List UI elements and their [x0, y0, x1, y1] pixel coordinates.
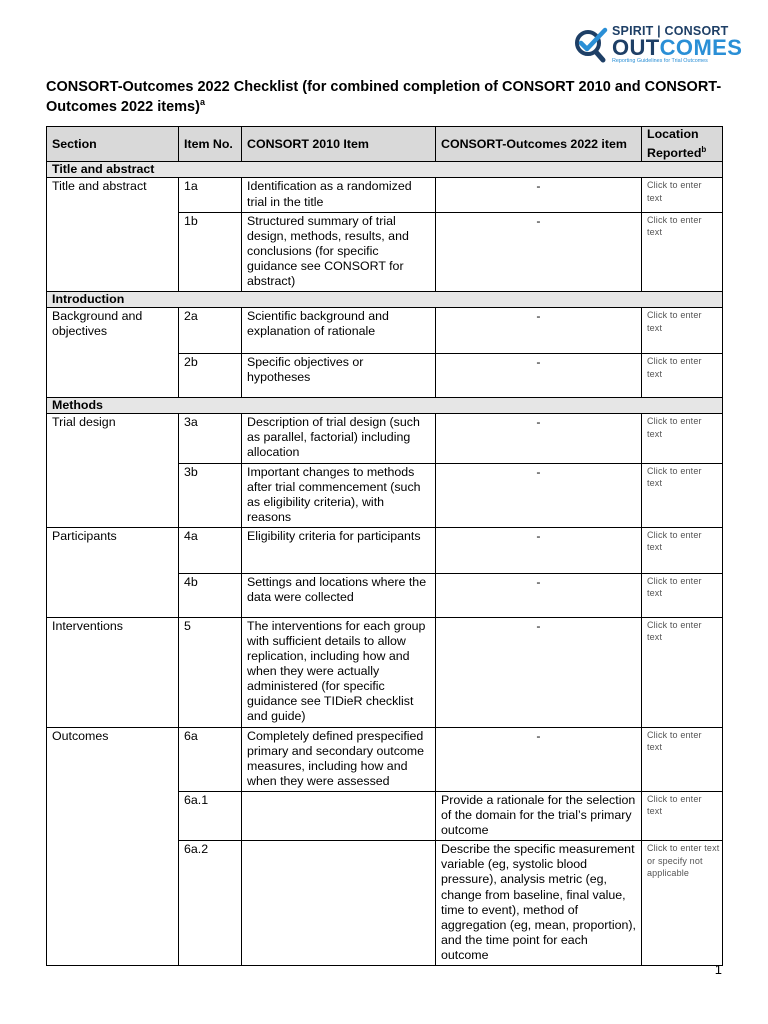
- logo-tagline: Reporting Guidelines for Trial Outcomes: [612, 58, 708, 64]
- item-number-cell: 1b: [179, 212, 242, 291]
- consort-2010-item-cell: [242, 841, 436, 966]
- section-header-label: Title and abstract: [47, 162, 723, 178]
- consort-outcomes-2022-item-cell: -: [436, 354, 642, 398]
- item-number-cell: 1a: [179, 178, 242, 212]
- consort-outcomes-2022-item-cell: -: [436, 617, 642, 727]
- item-number-cell: 3a: [179, 414, 242, 463]
- section-cell: Title and abstract: [47, 178, 179, 292]
- item-number-cell: 3b: [179, 463, 242, 527]
- location-placeholder-field[interactable]: Click to enter text: [647, 310, 702, 333]
- location-placeholder-field[interactable]: Click to enter text: [647, 465, 702, 489]
- logo-main-text: OUTCOMES: [612, 35, 743, 60]
- table-row: [47, 727, 723, 791]
- location-placeholder-field[interactable]: Click to enter text: [647, 180, 702, 203]
- section-header-row: [47, 162, 723, 178]
- location-placeholder-field[interactable]: Click to enter text: [647, 619, 702, 643]
- consort-outcomes-2022-item-cell: -: [436, 212, 642, 291]
- table-row: [47, 178, 723, 212]
- location-reported-cell[interactable]: [642, 354, 723, 398]
- spirit-consort-outcomes-logo: [572, 24, 743, 68]
- consort-outcomes-2022-item-cell: Provide a rationale for the selection of the domain for the trial’s primary outcome: [436, 791, 642, 840]
- table-row: [47, 617, 723, 727]
- location-placeholder-field[interactable]: Click to enter text: [647, 356, 702, 379]
- consort-outcomes-2022-item-cell: Describe the specific measurement variable (eg, systolic blood pressure), analysis metric (eg, change from baseline, final value, time to event), method of aggregation (eg, mean, proportion), and the time point for each outcome: [436, 841, 642, 966]
- table-header-row: [47, 127, 723, 162]
- table-row: [47, 527, 723, 573]
- table-row: [47, 308, 723, 354]
- table-row: [47, 414, 723, 463]
- location-reported-cell[interactable]: [642, 308, 723, 354]
- section-cell: Participants: [47, 527, 179, 617]
- consort-outcomes-2022-item-cell: -: [436, 178, 642, 212]
- location-placeholder-field[interactable]: Click to enter text: [647, 529, 702, 553]
- item-number-cell: 2b: [179, 354, 242, 398]
- location-reported-cell[interactable]: [642, 791, 723, 840]
- item-number-cell: 6a: [179, 727, 242, 791]
- consort-outcomes-2022-item-cell: -: [436, 573, 642, 617]
- page-title: CONSORT-Outcomes 2022 Checklist (for combined completion of CONSORT 2010 and CONSORT-Outcomes 2022 items)$^a$: [46, 79, 722, 115]
- section-cell: Interventions: [47, 617, 179, 727]
- location-reported-cell[interactable]: [642, 617, 723, 727]
- page-number: 1: [714, 962, 722, 977]
- location-reported-cell[interactable]: [642, 727, 723, 791]
- section-cell: Background and objectives: [47, 308, 179, 398]
- consort-outcomes-2022-item-cell: -: [436, 308, 642, 354]
- consort-2010-item-cell: Eligibility criteria for participants: [242, 527, 436, 573]
- item-number-cell: 5: [179, 617, 242, 727]
- consort-outcomes-2022-item-cell: -: [436, 727, 642, 791]
- consort-2010-item-cell: Identification as a randomized trial in the title: [242, 178, 436, 212]
- item-number-cell: 6a.1: [179, 791, 242, 840]
- consort-2010-item-cell: Scientific background and explanation of rationale: [242, 308, 436, 354]
- location-reported-cell[interactable]: [642, 573, 723, 617]
- item-number-cell: 4b: [179, 573, 242, 617]
- location-reported-cell[interactable]: [642, 527, 723, 573]
- consort-outcomes-2022-item-cell: -: [436, 463, 642, 527]
- location-placeholder-field[interactable]: Click to enter text: [647, 793, 702, 817]
- location-placeholder-field[interactable]: Click to enter text or specify not applicable: [647, 843, 720, 879]
- consort-2010-item-cell: [242, 791, 436, 840]
- consort-2010-item-cell: Important changes to methods after trial commencement (such as eligibility criteria), with reasons: [242, 463, 436, 527]
- consort-outcomes-2022-item-cell: -: [436, 414, 642, 463]
- header-item-no: Item No.: [179, 127, 242, 162]
- item-number-cell: 6a.2: [179, 841, 242, 966]
- location-reported-cell[interactable]: [642, 841, 723, 966]
- location-reported-cell[interactable]: [642, 414, 723, 463]
- section-cell: Outcomes: [47, 727, 179, 965]
- section-cell: Trial design: [47, 414, 179, 528]
- title-footnote-marker: a: [199, 97, 205, 108]
- location-reported-cell[interactable]: [642, 212, 723, 291]
- location-placeholder-field[interactable]: Click to enter text: [647, 416, 702, 439]
- location-reported-cell[interactable]: [642, 463, 723, 527]
- consort-2010-item-cell: Description of trial design (such as parallel, factorial) including allocation: [242, 414, 436, 463]
- location-placeholder-field[interactable]: Click to enter text: [647, 214, 702, 238]
- logo-top-text: SPIRIT | CONSORT: [612, 24, 729, 38]
- item-number-cell: 2a: [179, 308, 242, 354]
- section-header-label: Methods: [47, 398, 723, 414]
- header-section: Section: [47, 127, 179, 162]
- location-reported-cell[interactable]: [642, 178, 723, 212]
- consort-2010-item-cell: Specific objectives or hypotheses: [242, 354, 436, 398]
- consort-2010-item-cell: Completely defined prespecified primary and secondary outcome measures, including how and when they were assessed: [242, 727, 436, 791]
- location-placeholder-field[interactable]: Click to enter text: [647, 575, 702, 599]
- consort-2010-item-cell: The interventions for each group with sufficient details to allow replication, including how and when they were actually administered (for specific guidance see TIDieR checklist and guide): [242, 617, 436, 727]
- consort-outcomes-2022-item-cell: -: [436, 527, 642, 573]
- header-consort-2010-item: CONSORT 2010 Item: [242, 127, 436, 162]
- header-consort-outcomes-2022-item: CONSORT-Outcomes 2022 item: [436, 127, 642, 162]
- section-header-row: [47, 398, 723, 414]
- header-location-reported: Location Reported$^b$: [642, 127, 723, 162]
- consort-2010-item-cell: Settings and locations where the data were collected: [242, 573, 436, 617]
- consort-2010-item-cell: Structured summary of trial design, methods, results, and conclusions (for specific guidance see CONSORT for abstract): [242, 212, 436, 291]
- checklist-table: [46, 126, 723, 966]
- section-header-row: [47, 292, 723, 308]
- item-number-cell: 4a: [179, 527, 242, 573]
- check-magnifier-icon: [572, 26, 610, 64]
- section-header-label: Introduction: [47, 292, 723, 308]
- location-placeholder-field[interactable]: Click to enter text: [647, 729, 702, 753]
